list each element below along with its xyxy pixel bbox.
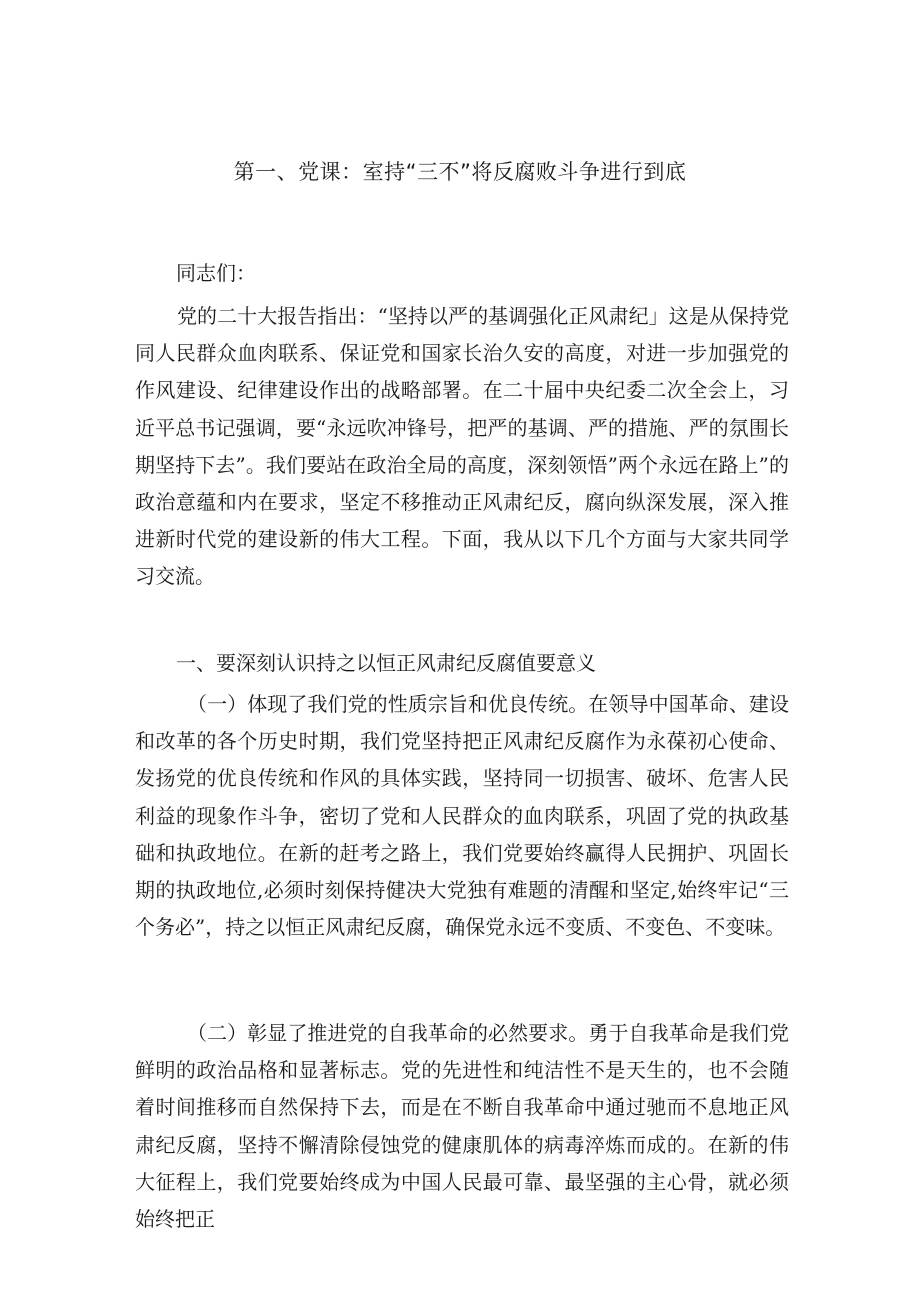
salutation: 同志们： bbox=[176, 261, 256, 285]
document-title: 第一、党课：室持“三不”将反腐败斗争进行到底 bbox=[233, 160, 687, 184]
section-heading: 一、要深刻认识持之以恒正风肃纪反腐值要意义 bbox=[176, 651, 596, 675]
intro-paragraph: 党的二十大报告指出：“坚持以严的基调强化正风肃纪」这是从保持党同人民群众血肉联系、保证党和国家长治久安的高度，对进一步加强党的作风建设、纪律建设作出的战略部署。在二十届中央纪委二次全会上，习近平总书记强调，要“永远吹冲锋号，把严的基调、严的措施、严的氛围长期坚持下去”。我们要站在政治全局的高度，深刻领悟”两个永远在路上”的政治意蕴和内在要求，坚定不移推动正风肃纪反，腐向纵深发展，深入推进新时代党的建设新的伟大工程。下面，我从以下几个方面与大家共同学习交流。 bbox=[135, 304, 789, 589]
section-paragraph-1: （一）体现了我们党的性质宗旨和优良传统。在领导中国革命、建设和改革的各个历史时期，我们党坚持把正风肃纪反腐作为永葆初心使命、发扬党的优良传统和作风的具体实践，坚持同一切损害、破坏、危害人民利益的现象作斗争，密切了党和人民群众的血肉联系，巩固了党的执政基础和执政地位。在新的赶考之路上，我们党要始终赢得人民拥护、巩固长期的执政地位,必须时刻保持健决大党独有难题的清醒和坚定,始终牢记“三个务必”，持之以恒正风肃纪反腐，确保党永远不变质、不变色、不变味。 bbox=[135, 692, 789, 940]
section-paragraph-2: （二）彰显了推进党的自我革命的必然要求。勇于自我革命是我们党鲜明的政治品格和显著标志。党的先进性和纯洁性不是天生的，也不会随着时间推移而自然保持下去，而是在不断自我革命中通过驰而不息地正风肃纪反腐，坚持不懈清除侵蚀党的健康肌体的病毒淬炼而成的。在新的伟大征程上，我们党要始终成为中国人民最可靠、最坚强的主心骨，就必须始终把正 bbox=[135, 1021, 789, 1232]
